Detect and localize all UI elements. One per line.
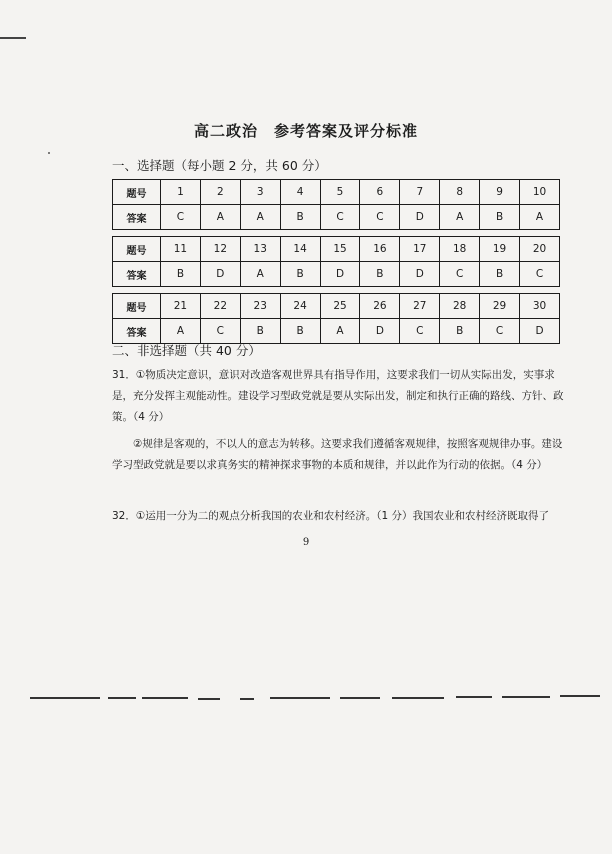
row-header-question: 题号 bbox=[113, 237, 161, 262]
answer-cell: B bbox=[161, 262, 201, 287]
question-number-cell: 10 bbox=[520, 180, 560, 205]
answer-cell: B bbox=[280, 319, 320, 344]
question-number-row bbox=[113, 180, 560, 205]
question-number-cell: 17 bbox=[400, 237, 440, 262]
row-header-question: 题号 bbox=[113, 180, 161, 205]
question-number-cell: 4 bbox=[280, 180, 320, 205]
question-number-cell: 18 bbox=[440, 237, 480, 262]
answer-cell: B bbox=[480, 205, 520, 230]
scan-speck bbox=[48, 152, 50, 154]
question-number-row bbox=[113, 294, 560, 319]
question-number-cell: 14 bbox=[280, 237, 320, 262]
question-number-cell: 25 bbox=[320, 294, 360, 319]
question-number-cell: 5 bbox=[320, 180, 360, 205]
question-number-cell: 16 bbox=[360, 237, 400, 262]
answer-cell: C bbox=[400, 319, 440, 344]
answer-cell: D bbox=[200, 262, 240, 287]
answer-cell: A bbox=[440, 205, 480, 230]
answer-cell: D bbox=[320, 262, 360, 287]
answer-cell: A bbox=[240, 205, 280, 230]
answer-row bbox=[113, 205, 560, 230]
question-number-cell: 7 bbox=[400, 180, 440, 205]
answer-cell: C bbox=[200, 319, 240, 344]
question-number-cell: 20 bbox=[520, 237, 560, 262]
page-title: 高二政治 参考答案及评分标准 bbox=[193, 122, 418, 140]
question-number-cell: 23 bbox=[240, 294, 280, 319]
question-number-cell: 19 bbox=[480, 237, 520, 262]
answer-32-intro: 32．①运用一分为二的观点分析我国的农业和农村经济。（1 分）我国农业和农村经济既取得了 bbox=[112, 510, 550, 522]
answer-cell: D bbox=[400, 262, 440, 287]
answer-cell: D bbox=[360, 319, 400, 344]
answer-cell: A bbox=[520, 205, 560, 230]
answer-cell: A bbox=[200, 205, 240, 230]
answer-cell: B bbox=[440, 319, 480, 344]
question-number-cell: 8 bbox=[440, 180, 480, 205]
section-heading-choice: 一、选择题（每小题 2 分，共 60 分） bbox=[112, 158, 327, 173]
question-number-cell: 12 bbox=[200, 237, 240, 262]
question-number-cell: 3 bbox=[240, 180, 280, 205]
answer-cell: C bbox=[440, 262, 480, 287]
question-number-cell: 22 bbox=[200, 294, 240, 319]
question-number-cell: 28 bbox=[440, 294, 480, 319]
answer-cell: B bbox=[280, 205, 320, 230]
answer-cell: A bbox=[161, 319, 201, 344]
question-number-cell: 11 bbox=[161, 237, 201, 262]
page-number: 9 bbox=[302, 537, 310, 548]
answer-cell: B bbox=[280, 262, 320, 287]
answer-table bbox=[112, 179, 560, 344]
question-number-cell: 29 bbox=[480, 294, 520, 319]
question-number-row bbox=[113, 237, 560, 262]
row-header-answer: 答案 bbox=[113, 319, 161, 344]
row-header-answer: 答案 bbox=[113, 262, 161, 287]
question-number-cell: 27 bbox=[400, 294, 440, 319]
question-number-cell: 1 bbox=[161, 180, 201, 205]
answer-cell: B bbox=[480, 262, 520, 287]
answer-cell: C bbox=[161, 205, 201, 230]
answer-cell: D bbox=[400, 205, 440, 230]
question-number-cell: 13 bbox=[240, 237, 280, 262]
answer-cell: B bbox=[240, 319, 280, 344]
answer-row bbox=[113, 319, 560, 344]
answer-31-part2: ②规律是客观的，不以人的意志为转移。这要求我们遵循客观规律，按照客观规律办事。建设学习型政党就是要以求真务实的精神探求事物的本质和规律，并以此作为行动的依据。（4 分） bbox=[112, 438, 563, 471]
answer-cell: A bbox=[320, 319, 360, 344]
scan-edge-mark bbox=[0, 37, 26, 39]
answer-cell: D bbox=[520, 319, 560, 344]
question-number-cell: 30 bbox=[520, 294, 560, 319]
row-header-answer: 答案 bbox=[113, 205, 161, 230]
question-number-cell: 15 bbox=[320, 237, 360, 262]
question-number-cell: 24 bbox=[280, 294, 320, 319]
answer-row bbox=[113, 262, 560, 287]
question-number-cell: 9 bbox=[480, 180, 520, 205]
answer-31-part1: 31．①物质决定意识，意识对改造客观世界具有指导作用，这要求我们一切从实际出发，实事求是，充分发挥主观能动性。建设学习型政党就是要从实际出发，制定和执行正确的路线、方针、政策。（4 分） bbox=[112, 369, 564, 423]
answer-cell: A bbox=[240, 262, 280, 287]
question-number-cell: 26 bbox=[360, 294, 400, 319]
answer-cell: C bbox=[480, 319, 520, 344]
answer-cell: C bbox=[520, 262, 560, 287]
row-header-question: 题号 bbox=[113, 294, 161, 319]
question-number-cell: 6 bbox=[360, 180, 400, 205]
section-heading-nonchoice: 二、非选择题（共 40 分） bbox=[112, 343, 261, 358]
answer-cell: C bbox=[320, 205, 360, 230]
question-number-cell: 2 bbox=[200, 180, 240, 205]
answer-cell: C bbox=[360, 205, 400, 230]
answer-cell: B bbox=[360, 262, 400, 287]
question-number-cell: 21 bbox=[161, 294, 201, 319]
